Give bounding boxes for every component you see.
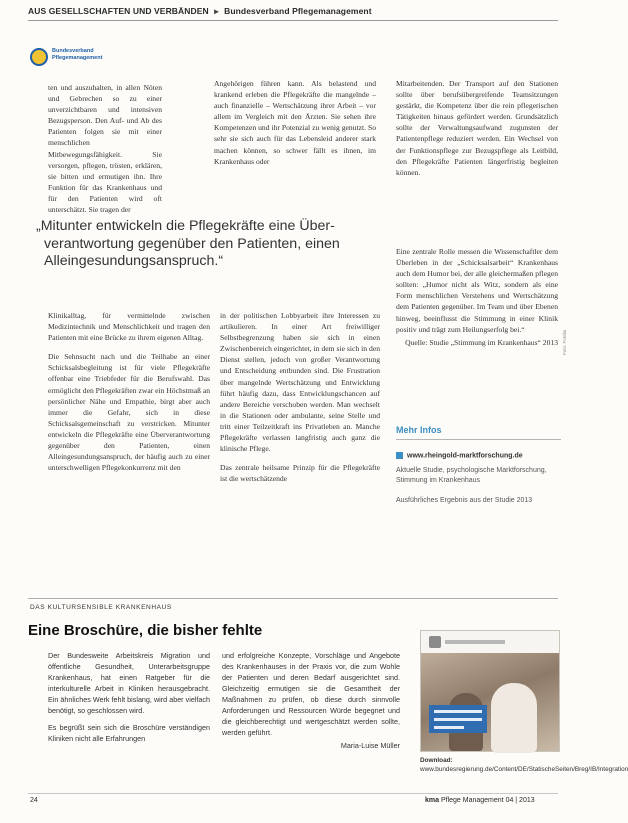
journal-footer — [425, 797, 535, 804]
paragraph: Die Sehnsucht nach und die Teilhabe an einer Schicksalsbegleitung ist für viele Pflegekräfte offenbar eine Triebfeder für die Berufswahl. Das ermöglicht den Pflegekräften zwar ein Höchstmaß an persönlicher Nähe und Empathie, birgt aber auch immer die Gefahr, sich in diese Schicksalsgemeinschaft zu verstricken. Mitunter entwickeln die Pflegekräfte eine Überverantwortung gegenüber den Patienten, einen Alleingesundungsanspruch, der häufig auch zu einer unterschwelligen Pflegekonkurrenz mit den — [48, 352, 210, 473]
cover-photo — [421, 653, 559, 751]
paragraph: Es begrüßt sein sich die Broschüre verständigen Kliniken nicht alle Erfahrungen — [48, 723, 210, 743]
running-header — [28, 6, 558, 17]
image-caption — [420, 756, 628, 774]
paragraph: Klinikalltag, für vermittelnde zwischen Medizintechnik und Menschlichkeit und tragen den Patienten mit eine Brücke zu ihrem eigenen Alltag. — [48, 311, 210, 343]
quote-line: verantwortung gegenüber den Patienten, einen — [44, 235, 340, 252]
paragraph: Mitarbeitenden. Der Transport auf den Stationen sollte über berufsübergreifende Teamsitzungen gestärkt, die Kompetenz über die rein pflegerischen Tätigkeiten hinaus gefördert werden. Grundsätzlich sollte der Verwaltungsaufwand zugunsten der Patientenpflege reduziert werden. Ein Wechsel von der Funktionspflege zur Bezugspflege als Leitbild, den Pflegekräfte Patienten längerfristig begleiten können. — [396, 79, 558, 177]
brochure-cover-image — [420, 630, 560, 752]
source-note: Quelle: Studie „Stimmung im Krankenhaus“ 2013 — [405, 337, 558, 347]
article-col3-top — [396, 78, 558, 186]
quote-line: Alleingesundungsanspruch.“ — [44, 253, 224, 269]
journal-issue: Pflege Management 04 | 2013 — [440, 797, 535, 804]
eagle-emblem-icon — [429, 636, 441, 648]
caption-label: Download: — [420, 757, 453, 764]
article-col2-bottom — [220, 310, 380, 492]
article-col3-mid — [396, 246, 558, 348]
header-section: AUS GESELLSCHAFTEN UND VERBÄNDEN — [28, 6, 209, 16]
bullet-square-icon — [396, 452, 403, 459]
header-arrow-icon: ▸ — [214, 6, 219, 16]
photo-credit: Foto: Fotolia — [562, 329, 567, 355]
article-headline: Eine Broschüre, die bisher fehlte — [28, 622, 263, 639]
logo-mark-icon — [30, 48, 48, 66]
journal-name: kma — [425, 797, 440, 804]
paragraph: Eine zentrale Rolle messen die Wissenschaftler dem Überleben in der „Schicksalsarbeit“ Krankenhaus auch dem Humor bei, der alle gleichermaßen pflegen sollten: „Humor nicht als Witz, sondern als eine Form menschlichen Verstehens und Wertschätzung dem Patienten gegenüber. Im Team und über Ebenen hinweg, beeinflusst die Stimmung in einer Klinik positiv und trägt zum Heilungserfolg bei.“ — [396, 247, 558, 334]
mehr-infos-link[interactable]: www.rheingold-marktforschung.de — [396, 452, 523, 459]
pull-quote — [36, 218, 366, 271]
mehr-infos-divider — [396, 439, 561, 440]
quote-line: „Mitunter entwickeln die Pflegekräfte eine Über- — [36, 218, 335, 234]
paragraph: und erfolgreiche Konzepte, Vorschläge und Angebote des Krankenhauses in der Praxis vor, die zum Wohle der Patienten und deren Bedarf ausgerichtet sind. Gleichzeitig ermutigen sie die Gesamtheit der Maßnahmen zu prüfen, ob diese durch sinnvolle Anforderungen und Ressourcen Würde begegnet und die gleichberechtigt und wertgeschätzt werden sollte, werden geführt. — [222, 651, 400, 737]
mehr-infos-text1: Aktuelle Studie, psychologische Marktforschung, Stimmung im Krankenhaus — [396, 467, 547, 484]
paragraph: in der politischen Lobbyarbeit ihre Interessen zu artikulieren. In einer Art freiwilliger Selbstbegrenzung haben sie sich in einen Zwischenbereich eingerichtet, in dem sie sich in den Dienst stellen, jedoch von großer Verantwortung und Entscheidung entbunden sind. Die Frustration über mangelnde Wertschätzung und Entwicklung führt häufig dazu, dass Entwicklungschancen auf andere Bereiche verschoben werden. Man wechselt in die Stationen oder ambulante, seine Stelle und tritt einer Teilzeitkraft ins Privatleben an. Manche Pflegekräfte verlassen langfristig auch ganz die klinische Pflege. — [220, 311, 380, 454]
paragraph: Angehörigen führen kann. Als belastend und krankend erleben die Pflegekräfte die mangelnde – auch finanzielle – Wertschätzung ihrer Arbeit – vor allem im Vergleich mit den Ärzten. Sie sehen ihre Kompetenzen und ihr Potenzial zu wenig genutzt. So sehr sie sich auch für das Lebensleid anderer stark machen können, so schwer fällt es ihnen, im Krankenhaus oder — [214, 79, 376, 166]
article2-col1 — [48, 650, 210, 750]
section-label: DAS KULTURSENSIBLE KRANKENHAUS — [30, 604, 172, 611]
article-col2-top — [214, 78, 376, 175]
paragraph: Das zentrale heilsame Prinzip für die Pflegekräfte ist die wertschätzende — [220, 463, 380, 484]
page-number: 24 — [30, 797, 38, 804]
mehr-infos-title: Mehr Infos — [396, 425, 442, 435]
cover-title-box — [429, 705, 487, 733]
footer-divider — [28, 793, 558, 794]
header-divider — [28, 20, 558, 21]
article2-col2 — [222, 650, 400, 751]
paragraph: Der Bundesweite Arbeitskreis Migration und öffentliche Gesundheit, Unterarbeitsgruppe Krankenhaus, hat einen Ratgeber für die interkulturelle Arbeit in Kliniken herausgebracht. Ein ähnliches Werk fehlt bislang, wird aber vielfach benötigt, so geschlossen wird. — [48, 651, 210, 715]
association-logo — [30, 46, 103, 68]
section-divider — [28, 598, 558, 599]
mehr-infos-text2: Ausführliches Ergebnis aus der Studie 2013 — [396, 497, 533, 504]
header-association: Bundesverband Pflegemanagement — [224, 6, 372, 16]
caption-text: www.bundesregierung.de/Content/DE/StatischeSeiten/Breg/IB/Integration — [420, 766, 628, 773]
logo-text: Bundesverband Pflegemanagement — [52, 48, 103, 61]
paragraph: ten und auszuhalten, in allen Nöten und Gebrechen so zu einer unverzichtbaren und intensiven Bezugsperson. Den Auf- und Ab des Patienten folgen sie mit einer menschlichen Mitbewegungsfähigkeit. Sie versorgen, pflegen, trösten, erklären, sie bitten und ermutigen ihn. Ihre Funktion für das Krankenhaus und für den Patienten wird oft unterschätzt. Sie tragen der — [48, 83, 162, 215]
article-author: Maria-Luise Müller — [340, 741, 400, 750]
article-col1-top — [48, 82, 162, 223]
article-col1-bottom — [48, 310, 210, 481]
